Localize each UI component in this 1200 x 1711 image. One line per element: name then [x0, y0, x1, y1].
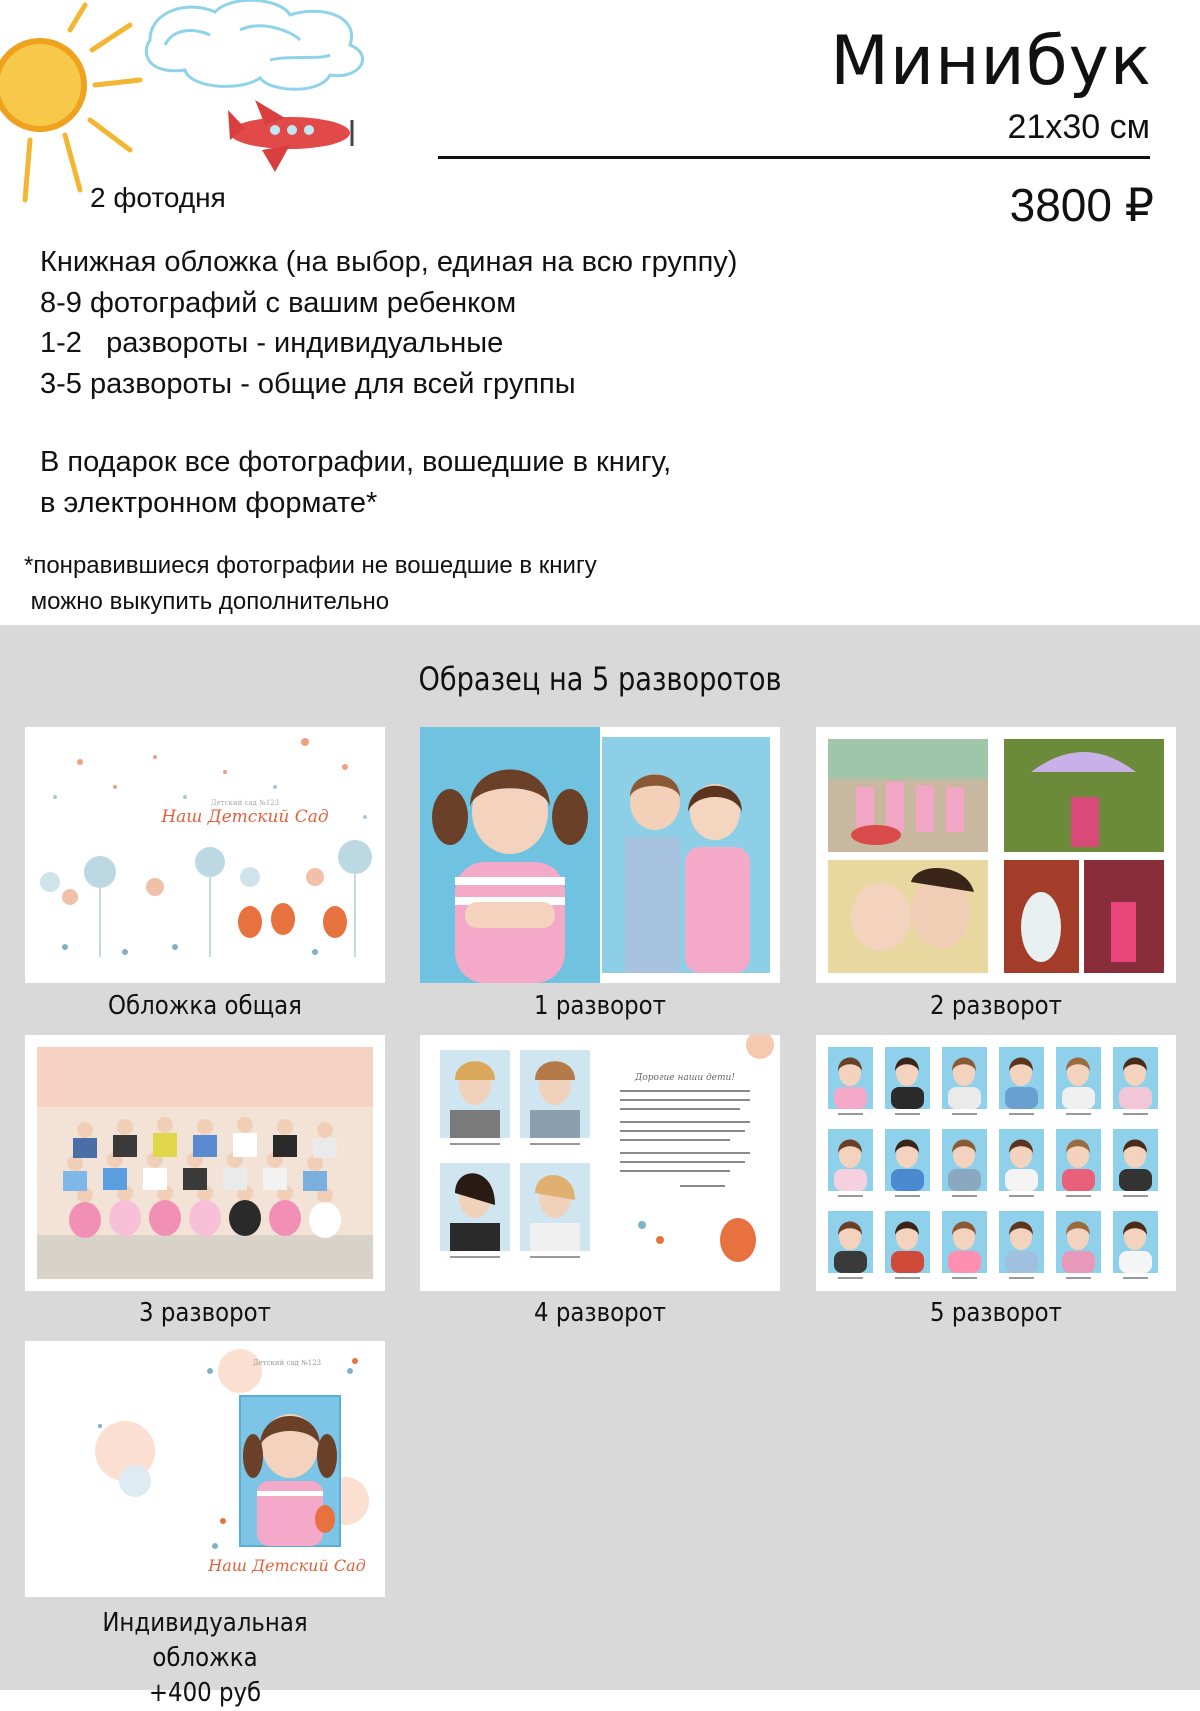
spread-5-portraits-grid — [816, 1035, 1176, 1291]
portrait-thumbnail — [942, 1211, 987, 1279]
sample-spread-2 — [816, 727, 1176, 983]
cover-title-text: Наш Детский Сад — [208, 1556, 366, 1575]
feature-item: 1-2 развороты - индивидуальные — [40, 327, 504, 359]
portrait-thumbnail — [1113, 1047, 1158, 1115]
sample-spread-5 — [816, 1035, 1176, 1291]
portrait-thumbnail — [1113, 1129, 1158, 1197]
spread-3-group-photo — [25, 1035, 385, 1291]
photo-days: 2 фотодня — [90, 182, 226, 213]
sample-spread-1 — [420, 727, 780, 983]
letter-title: Дорогие наши дети! — [635, 1073, 735, 1083]
individual-cover-illustration — [25, 1341, 385, 1597]
feature-item: 3-5 развороты - общие для всей группы — [40, 367, 576, 400]
sample-caption: 3 разворот — [139, 1298, 271, 1328]
product-price: 3800 ₽ — [1009, 179, 1154, 231]
portrait-thumbnail — [828, 1129, 873, 1197]
footnote: *понравившиеся фотографии не вошедшие в книгу можно выкупить дополнительно — [24, 552, 597, 615]
samples-title: Образец на 5 разворотов — [418, 660, 782, 698]
sample-cover-common — [25, 727, 385, 983]
sample-spread-4 — [420, 1035, 780, 1291]
sample-caption: Индивидуальная обложка +400 руб — [102, 1608, 308, 1708]
samples-section — [0, 625, 1200, 1708]
gift-line: В подарок все фотографии, вошедшие в книгу, — [40, 446, 672, 478]
portrait-thumbnail — [999, 1211, 1044, 1279]
portrait-thumbnail — [885, 1047, 930, 1115]
portrait-thumbnail — [1056, 1047, 1101, 1115]
cover-title-text: Наш Детский Сад — [161, 807, 329, 827]
decorative-sun-cloud-airplane — [0, 0, 400, 210]
sample-spread-3 — [25, 1035, 385, 1291]
cover-small-text: Детский сад №123 — [252, 1359, 322, 1367]
title-divider — [438, 156, 1150, 159]
product-size: 21х30 см — [1007, 108, 1150, 146]
sample-individual-cover — [25, 1341, 385, 1597]
sample-caption: 4 разворот — [534, 1298, 666, 1328]
cover-small-text: Детский сад №123 — [210, 799, 280, 807]
portrait-thumbnail — [1056, 1211, 1101, 1279]
spread-2-photos — [816, 727, 1176, 983]
portrait-thumbnail — [942, 1047, 987, 1115]
spread-4-teachers-letter — [420, 1035, 780, 1291]
portrait-thumbnail — [999, 1047, 1044, 1115]
features-list — [40, 242, 737, 404]
feature-item: Книжная обложка (на выбор, единая на всю группу) — [40, 246, 738, 278]
sample-caption: 5 разворот — [930, 1298, 1062, 1328]
product-title: Минибук — [830, 22, 1152, 101]
gift-line: в электронном формате* — [40, 486, 378, 519]
portrait-thumbnail — [885, 1211, 930, 1279]
portrait-thumbnail — [999, 1129, 1044, 1197]
portrait-thumbnail — [828, 1211, 873, 1279]
sample-caption: Обложка общая — [108, 991, 302, 1021]
spread-1-photos — [420, 727, 780, 983]
sample-caption: 2 разворот — [930, 991, 1062, 1021]
gift-text — [40, 442, 671, 523]
feature-item: 8-9 фотографий с вашим ребенком — [40, 286, 517, 319]
top-section — [0, 0, 1200, 625]
portrait-thumbnail — [942, 1129, 987, 1197]
portrait-thumbnail — [1056, 1129, 1101, 1197]
portrait-thumbnail — [828, 1047, 873, 1115]
portrait-thumbnail — [1113, 1211, 1158, 1279]
portrait-thumbnail — [885, 1129, 930, 1197]
sample-caption: 1 разворот — [534, 991, 666, 1021]
cover-illustration — [25, 727, 385, 983]
